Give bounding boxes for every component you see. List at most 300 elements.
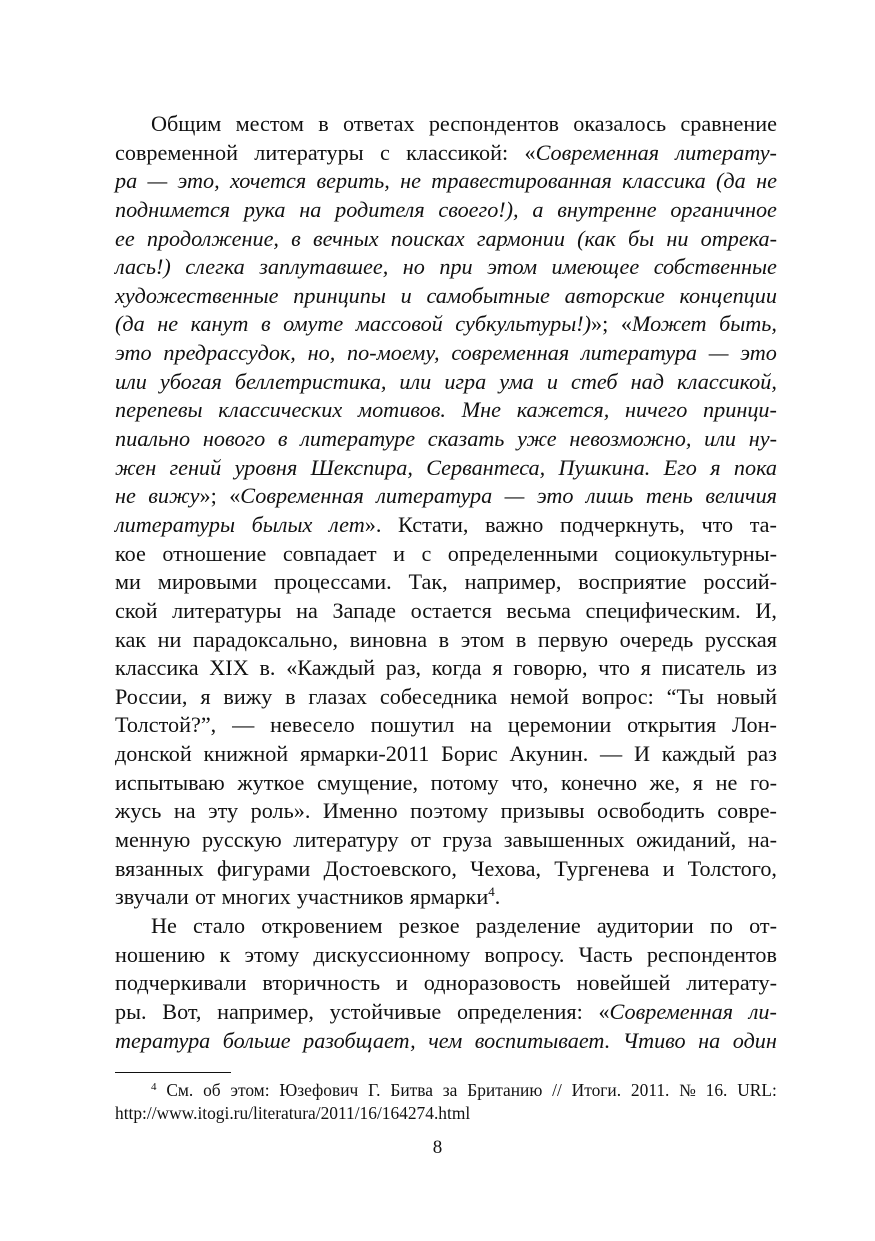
word — [513, 654, 587, 683]
word — [115, 139, 238, 168]
word — [318, 110, 328, 139]
text-run: над — [630, 368, 664, 394]
word — [115, 1027, 210, 1056]
word — [115, 225, 135, 254]
text-run: — — [147, 168, 168, 194]
text-run: (да — [115, 311, 145, 337]
word — [476, 912, 581, 941]
text-run: ожиданий, — [636, 827, 737, 853]
word — [115, 511, 235, 540]
word — [151, 912, 177, 941]
word — [552, 1079, 562, 1102]
word — [174, 797, 196, 826]
text-run: Чехова, — [470, 855, 542, 881]
text-run: вижу — [223, 683, 273, 709]
word — [217, 998, 314, 1027]
word — [293, 282, 386, 311]
text-run: немой — [510, 683, 569, 709]
text-run: современная — [451, 340, 570, 366]
word — [597, 797, 705, 826]
word — [286, 654, 375, 683]
word — [631, 1079, 669, 1102]
word — [477, 225, 565, 254]
text-run: не — [715, 769, 738, 795]
text-run: звучали — [115, 884, 189, 910]
text-run: один — [732, 1027, 777, 1053]
text-run: Часть — [578, 941, 633, 967]
text-run: России, — [115, 683, 188, 709]
text-run: сравнение — [680, 111, 777, 136]
word — [734, 454, 777, 483]
word — [424, 969, 561, 998]
text-run: классикой, — [676, 368, 777, 394]
text-run: совпадает — [282, 540, 377, 566]
word — [537, 482, 574, 511]
text-run: это — [740, 340, 777, 366]
footnote-line — [115, 1079, 777, 1102]
word — [693, 769, 703, 798]
text-run: виновна — [349, 626, 428, 652]
text-run: на — [698, 1027, 721, 1053]
word — [399, 912, 460, 941]
text-run: очередь — [619, 626, 694, 652]
footnote-marker: 4 — [488, 884, 495, 900]
text-run: в — [285, 683, 296, 709]
word — [401, 282, 412, 311]
body-line — [115, 568, 777, 597]
text-run: Толстой?”, — [115, 712, 217, 738]
text-run: разобщает, — [303, 1027, 416, 1053]
word — [308, 339, 336, 368]
word — [597, 912, 694, 941]
word — [748, 826, 777, 855]
text-run: пока — [733, 454, 777, 480]
word — [461, 626, 505, 655]
word — [147, 225, 279, 254]
word — [115, 454, 156, 483]
text-run: от- — [749, 912, 777, 938]
text-run: Современная — [240, 483, 364, 509]
word — [431, 769, 499, 798]
text-run: самобытные — [426, 282, 550, 308]
word — [158, 626, 182, 655]
word — [285, 683, 295, 712]
word — [222, 883, 291, 912]
word — [470, 711, 492, 740]
text-run: я — [710, 454, 721, 480]
word — [380, 683, 497, 712]
word — [705, 482, 777, 511]
word — [709, 339, 729, 368]
text-run: принци- — [703, 397, 777, 423]
word — [710, 454, 720, 483]
word — [444, 368, 486, 397]
page-number: 8 — [432, 1137, 443, 1158]
text-run: »; — [199, 483, 217, 509]
text-run: разделение — [475, 912, 581, 938]
word — [324, 855, 457, 884]
word — [634, 740, 650, 769]
word — [254, 139, 363, 168]
text-run: концепции — [679, 282, 777, 308]
body-line — [115, 425, 777, 454]
text-run: хочется — [230, 168, 307, 194]
body-line — [115, 196, 777, 225]
word — [625, 396, 687, 425]
text-run: что — [598, 655, 630, 681]
text-run: И — [633, 741, 650, 767]
body-line — [115, 969, 777, 998]
text-run: раз, — [385, 655, 422, 681]
word — [516, 626, 526, 655]
word — [115, 425, 190, 454]
word — [406, 139, 508, 168]
word — [756, 167, 777, 196]
text-run: на — [173, 798, 196, 824]
text-run: классикой: — [406, 139, 509, 165]
body-line — [115, 110, 777, 139]
text-run: роль». — [250, 798, 311, 824]
word — [157, 310, 178, 339]
word — [704, 425, 736, 454]
word — [115, 1102, 470, 1125]
text-run: или — [704, 426, 737, 452]
word — [313, 941, 470, 970]
body-line — [115, 912, 777, 941]
text-run: потому — [430, 769, 499, 795]
text-run: в — [260, 311, 271, 337]
text-run: внутренне — [557, 196, 657, 222]
text-run: принципы — [293, 282, 386, 308]
word — [202, 826, 282, 855]
word — [293, 826, 398, 855]
text-run: литература — [376, 483, 493, 509]
word — [679, 282, 777, 311]
text-run: же, — [649, 769, 681, 795]
word — [218, 396, 342, 425]
word — [457, 998, 583, 1027]
text-run: вязанных — [115, 855, 204, 881]
word — [431, 167, 612, 196]
text-run: собственные — [653, 254, 777, 280]
word — [115, 711, 216, 740]
word — [560, 511, 685, 540]
text-run: « — [524, 139, 536, 165]
word — [698, 1027, 720, 1056]
word — [571, 368, 618, 397]
text-run: собеседника — [379, 683, 498, 709]
text-run: былых — [251, 511, 313, 537]
word — [547, 368, 558, 397]
text-run: Шекспира, — [310, 454, 413, 480]
text-run: уже — [517, 426, 557, 452]
word — [391, 225, 465, 254]
body-line — [115, 282, 777, 311]
word — [376, 482, 492, 511]
text-run: раз — [747, 741, 777, 767]
text-run: важно — [485, 511, 544, 537]
text-run: или — [399, 368, 432, 394]
text-run: гармонии — [476, 225, 565, 251]
text-run: этом — [460, 626, 505, 652]
text-run: весьма — [506, 597, 571, 623]
body-line — [115, 740, 777, 769]
word — [191, 310, 249, 339]
word — [235, 454, 298, 483]
text-run: поисках — [390, 225, 465, 251]
word — [300, 740, 429, 769]
text-run: аудитории — [596, 912, 694, 938]
text-run: не — [400, 168, 421, 194]
word — [203, 740, 288, 769]
text-run: См. — [166, 1080, 194, 1100]
body-line — [115, 654, 777, 683]
text-run: парадоксально, — [192, 626, 339, 652]
text-run: это — [536, 483, 574, 509]
word — [195, 883, 216, 912]
text-run: новый — [716, 683, 777, 709]
text-run: . — [494, 884, 501, 910]
word — [115, 396, 202, 425]
text-run: дискуссионному — [313, 941, 471, 967]
word — [160, 368, 222, 397]
text-run: жен — [115, 454, 157, 480]
text-run: И, — [755, 597, 777, 623]
word — [577, 969, 671, 998]
word — [403, 253, 425, 282]
text-run: и — [400, 282, 412, 308]
text-run: « — [598, 998, 610, 1024]
text-run: этому — [244, 941, 300, 967]
word — [193, 626, 338, 655]
word — [410, 883, 501, 912]
word — [297, 883, 404, 912]
text-run: XIX — [209, 655, 249, 681]
word — [115, 797, 161, 826]
word — [485, 511, 543, 540]
word — [662, 654, 746, 683]
text-run: “Ты — [666, 683, 704, 709]
text-run: призывы — [500, 798, 585, 824]
text-run: поднимется — [115, 196, 231, 222]
word — [390, 1079, 433, 1102]
word — [270, 711, 355, 740]
footnote-line — [115, 1102, 777, 1125]
word — [755, 597, 777, 626]
word — [622, 167, 706, 196]
word — [620, 626, 694, 655]
word — [259, 253, 388, 282]
word — [573, 110, 666, 139]
word — [499, 368, 534, 397]
word — [115, 883, 189, 912]
word — [747, 740, 777, 769]
text-run: эту — [208, 798, 239, 824]
word — [410, 826, 431, 855]
text-run: — — [708, 340, 729, 366]
word — [666, 225, 688, 254]
text-run: остается — [410, 597, 492, 623]
text-run: церемонии — [507, 712, 612, 738]
text-run: воспитывает. — [474, 1027, 611, 1053]
text-run: этом: — [230, 1080, 270, 1100]
text-run: отношение — [162, 540, 267, 566]
word — [115, 826, 190, 855]
text-run: Толстого, — [687, 855, 777, 881]
text-run: устойчивые — [329, 998, 442, 1024]
text-run: Мне — [461, 397, 501, 423]
body-line — [115, 711, 777, 740]
text-run: авторские — [564, 282, 665, 308]
body-line — [115, 1027, 777, 1056]
text-run: травестированная — [431, 168, 612, 194]
word — [428, 1027, 462, 1056]
text-run: говорю, — [513, 655, 588, 681]
text-run: чем — [428, 1027, 463, 1053]
word — [399, 368, 431, 397]
body-line — [115, 540, 777, 569]
body-line — [115, 167, 777, 196]
text-run: родителя — [335, 196, 425, 222]
text-run: кажется, — [516, 397, 610, 423]
text-run: с — [379, 139, 390, 165]
text-run: лась!) — [115, 254, 171, 280]
text-run: пиально — [115, 426, 191, 452]
text-run: классических — [218, 397, 343, 423]
text-run: Тургенева — [554, 855, 650, 881]
word — [115, 597, 157, 626]
word — [274, 568, 392, 597]
word — [598, 654, 630, 683]
word — [441, 740, 498, 769]
text-run: омуте — [283, 311, 344, 337]
text-run: гений — [169, 454, 222, 480]
text-run: (как — [577, 225, 616, 251]
text-run: но — [402, 254, 425, 280]
word — [451, 339, 569, 368]
body-line — [115, 797, 777, 826]
text-run: субкультуры!) — [455, 311, 592, 337]
text-run: русская — [704, 626, 777, 652]
text-run: Борис — [441, 741, 498, 767]
word — [443, 1079, 458, 1102]
word — [717, 683, 777, 712]
text-run: новейшей — [576, 970, 671, 996]
text-run: конечно — [561, 769, 638, 795]
text-run: по-моему, — [347, 340, 440, 366]
body-line — [115, 225, 777, 254]
text-run: в — [438, 626, 450, 652]
text-run: жуткое — [237, 769, 305, 795]
text-run: восприятие — [578, 569, 687, 595]
word — [230, 1079, 269, 1102]
word — [509, 740, 588, 769]
word — [115, 196, 230, 225]
text-run: подчеркнуть, — [560, 511, 685, 537]
text-run: слегка — [185, 254, 245, 280]
text-run: респондентов — [646, 941, 777, 967]
word — [426, 454, 545, 483]
word — [115, 769, 225, 798]
text-run: Современная — [609, 998, 734, 1024]
text-run: Общим — [151, 111, 222, 136]
text-run: что — [701, 511, 734, 537]
text-run: при — [439, 254, 473, 280]
text-run: когда — [431, 655, 482, 681]
text-run: — — [232, 712, 255, 738]
text-run: резкое — [398, 912, 460, 938]
word — [330, 998, 442, 1027]
word — [115, 654, 199, 683]
word — [303, 1027, 416, 1056]
word — [237, 769, 304, 798]
text-run: ни — [157, 626, 182, 652]
text-run: имеющее — [551, 254, 640, 280]
text-run: глазах — [308, 683, 368, 709]
word — [511, 769, 548, 798]
text-run: совре- — [717, 798, 777, 824]
word — [251, 797, 311, 826]
word — [467, 1079, 542, 1102]
word — [703, 568, 777, 597]
text-run: Пушкина. — [558, 454, 651, 480]
text-run: убогая — [159, 368, 222, 394]
word — [670, 196, 777, 225]
word — [170, 454, 222, 483]
text-run: это — [115, 340, 152, 366]
word — [396, 969, 408, 998]
body-line — [115, 769, 777, 798]
word — [223, 1027, 291, 1056]
text-run: не — [157, 311, 179, 337]
word — [261, 912, 382, 941]
text-run: литературе — [300, 426, 416, 452]
word — [703, 396, 777, 425]
word — [232, 711, 254, 740]
text-run: литерату- — [675, 139, 777, 165]
text-run: лет — [328, 511, 365, 537]
word — [115, 482, 136, 511]
word — [115, 282, 279, 311]
text-run: уровня — [234, 454, 298, 480]
word — [470, 855, 541, 884]
word — [193, 912, 245, 941]
body-line — [115, 597, 777, 626]
text-run: Итоги. — [571, 1080, 622, 1100]
word — [569, 425, 691, 454]
text-run: писатель — [661, 655, 746, 681]
body-line — [115, 368, 777, 397]
text-run: менную — [115, 827, 191, 853]
word — [680, 110, 777, 139]
text-run: литерату- — [686, 970, 777, 996]
text-run: http://www.itogi.ru/literatura/2011/16/164274.html — [115, 1102, 471, 1123]
word — [244, 196, 286, 225]
word — [421, 540, 431, 569]
text-run: лишь — [585, 483, 634, 509]
word — [166, 1079, 193, 1102]
word — [356, 310, 443, 339]
text-run: Кстати, — [398, 511, 469, 537]
word — [465, 568, 562, 597]
word — [115, 740, 192, 769]
word — [329, 511, 381, 540]
text-run: литературу — [293, 827, 399, 853]
text-run: местом — [235, 111, 304, 136]
text-run: на- — [747, 827, 777, 853]
text-run: и — [395, 970, 408, 996]
text-run: на — [296, 597, 318, 623]
